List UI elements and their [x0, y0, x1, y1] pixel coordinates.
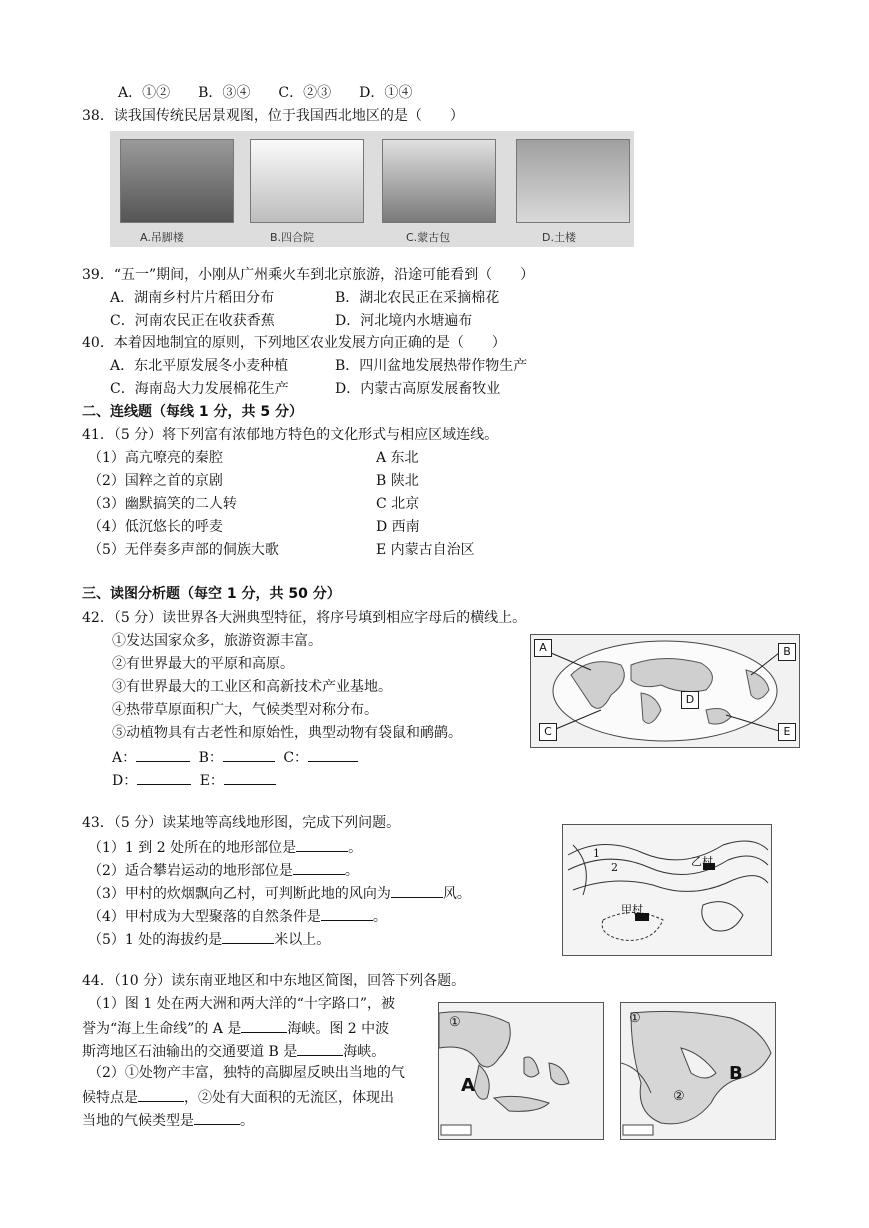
q43-sub-5-end: 米以上。 [274, 932, 331, 948]
q44-blank-b-strait[interactable] [297, 1041, 343, 1056]
q43-blank-5[interactable] [222, 929, 274, 944]
q44-blank-climate-type[interactable] [194, 1110, 240, 1125]
photo-caption-a: A.吊脚楼 [140, 231, 184, 244]
q43-sub-5-text: （5）1 处的海拔约是 [88, 932, 223, 948]
q43-blank-1[interactable] [296, 837, 348, 852]
southeast-asia-marker-a: A [461, 1075, 475, 1096]
contour-label-village-yi: 乙村 [691, 855, 713, 868]
q41-right-a: A 东北 [376, 450, 419, 466]
q41-right-c: C 北京 [376, 496, 420, 512]
q42-item-4: ④热带草原面积广大，气候类型对称分布。 [112, 702, 378, 718]
q42-label-d: D： [112, 773, 138, 789]
middle-east-map-drawing [621, 1003, 775, 1139]
photo-caption-b: B.四合院 [270, 231, 315, 244]
q41-left-5: （5）无伴奏多声部的侗族大歌 [88, 542, 279, 558]
photo-caption-d: D.土楼 [542, 231, 576, 244]
q43-sub-1-text: （1）1 到 2 处所在的地形部位是 [88, 840, 297, 856]
q41-left-3: （3）幽默搞笑的二人转 [88, 496, 237, 512]
q44-blank-climate-feature[interactable] [138, 1087, 184, 1102]
q43-blank-2[interactable] [293, 860, 345, 875]
q37-options: A．①② B．③④ C．②③ D．①④ [118, 85, 413, 101]
q42-item-1: ①发达国家众多，旅游资源丰富。 [112, 633, 322, 649]
q43-sub-2-text: （2）适合攀岩运动的地形部位是 [88, 863, 293, 879]
world-map-label-a: A [534, 639, 552, 657]
q44-p1-line-2b: 海峡。图 2 中波 [287, 1021, 390, 1037]
q41-left-4: （4）低沉悠长的呼麦 [88, 519, 223, 535]
world-map-label-c: C [539, 723, 557, 741]
middle-east-map [620, 1002, 776, 1140]
q40-stem: 40．本着因地制宜的原则，下列地区农业发展方向正确的是（ ） [82, 335, 506, 351]
q43-blank-4[interactable] [321, 906, 373, 921]
q39-option-d: D．河北境内水塘遍布 [335, 313, 473, 329]
q44-p1-line-1: （1）图 1 处在两大洲和两大洋的“十字路口”，被 [88, 996, 396, 1012]
q42-blank-a[interactable] [136, 747, 190, 762]
q44-stem: 44．（10 分）读东南亚地区和中东地区简图，回答下列各题。 [82, 973, 466, 989]
q43-sub-1 [88, 837, 362, 857]
q41-right-e: E 内蒙古自治区 [376, 542, 475, 558]
q42-answer-row-2 [112, 770, 276, 790]
photo-stilt-house [120, 139, 234, 223]
photo-caption-c: C.蒙古包 [406, 231, 451, 244]
q44-p1-line-2 [82, 1018, 389, 1038]
q39-option-b: B．湖北农民正在采摘棉花 [335, 290, 500, 306]
house-photo-strip [110, 131, 634, 247]
q42-label-a: A： [112, 750, 137, 766]
world-map [530, 634, 800, 748]
q39-option-a: A．湖南乡村片片稻田分布 [110, 290, 275, 306]
q44-p1-line-3b: 海峡。 [343, 1044, 386, 1060]
q44-p2-line-2a: 候特点是 [82, 1090, 138, 1106]
q44-p2-line-3a: 当地的气候类型是 [82, 1113, 194, 1129]
contour-label-village-jia: 甲村 [621, 903, 643, 916]
q44-p2-line-3b: 。 [240, 1113, 254, 1129]
contour-map-drawing [563, 825, 771, 955]
q40-option-b: B．四川盆地发展热带作物生产 [335, 358, 528, 374]
photo-tulou [516, 139, 630, 223]
q43-sub-4-text: （4）甲村成为大型聚落的自然条件是 [88, 909, 321, 925]
photo-siheyuan [250, 139, 364, 223]
q43-stem: 43．（5 分）读某地等高线地形图，完成下列问题。 [82, 815, 401, 831]
world-map-label-d: D [681, 691, 699, 709]
section-3-title: 三、读图分析题（每空 1 分，共 50 分） [82, 586, 341, 602]
q42-item-3: ③有世界最大的工业区和高新技术产业基地。 [112, 679, 392, 695]
middle-east-marker-1: ① [629, 1011, 641, 1026]
q43-sub-2-end: 。 [344, 863, 359, 879]
contour-label-point-1: 1 [593, 847, 600, 860]
q42-label-e: E： [199, 773, 224, 789]
q41-right-d: D 西南 [376, 519, 420, 535]
q40-option-a: A．东北平原发展冬小麦种植 [110, 358, 289, 374]
contour-label-point-2: 2 [611, 861, 618, 874]
q43-sub-4 [88, 906, 387, 926]
section-2-title: 二、连线题（每线 1 分，共 5 分） [82, 404, 303, 420]
q42-stem: 42．（5 分）读世界各大洲典型特征，将序号填到相应字母后的横线上。 [82, 610, 527, 626]
q41-stem: 41．（5 分）将下列富有浓郁地方特色的文化形式与相应区域连线。 [82, 427, 499, 443]
q41-right-b: B 陕北 [376, 473, 419, 489]
q43-sub-2 [88, 860, 359, 880]
q42-blank-c[interactable] [308, 747, 358, 762]
southeast-asia-map [438, 1002, 604, 1140]
q44-p1-line-2a: 誉为“海上生命线”的 A 是 [82, 1021, 242, 1037]
contour-map [562, 824, 772, 956]
southeast-asia-map-drawing [439, 1003, 603, 1139]
q44-p1-line-3a: 斯湾地区石油输出的交通要道 B 是 [82, 1044, 298, 1060]
q43-sub-3 [88, 883, 471, 903]
photo-yurt [382, 139, 496, 223]
q43-sub-3-text: （3）甲村的炊烟飘向乙村，可判断此地的风向为 [88, 886, 391, 902]
q42-blank-e[interactable] [224, 770, 276, 785]
q44-blank-a-strait[interactable] [241, 1018, 287, 1033]
q40-option-d: D．内蒙古高原发展畜牧业 [335, 381, 501, 397]
q44-p2-line-2 [82, 1087, 394, 1107]
middle-east-marker-2: ② [673, 1089, 685, 1104]
q43-blank-3[interactable] [391, 883, 443, 898]
q41-left-1: （1）高亢嘹亮的秦腔 [88, 450, 223, 466]
q44-p2-line-3 [82, 1110, 254, 1130]
q39-option-c: C．河南农民正在收获香蕉 [110, 313, 275, 329]
q40-option-c: C．海南岛大力发展棉花生产 [110, 381, 289, 397]
world-map-label-b: B [778, 643, 796, 661]
q43-sub-5 [88, 929, 330, 949]
q43-sub-4-end: 。 [372, 909, 387, 925]
middle-east-marker-b: B [729, 1063, 743, 1084]
q42-blank-d[interactable] [137, 770, 191, 785]
q42-label-c: C： [283, 750, 309, 766]
q38-stem: 38．读我国传统民居景观图，位于我国西北地区的是（ ） [82, 108, 464, 124]
q42-label-b: B： [198, 750, 223, 766]
q44-p1-line-3 [82, 1041, 385, 1061]
q42-item-5: ⑤动植物具有古老性和原始性，典型动物有袋鼠和鸸鹋。 [112, 725, 462, 741]
q44-p2-line-2b: ，②处有大面积的无流区，体现出 [184, 1090, 394, 1106]
q43-sub-3-end: 风。 [442, 886, 471, 902]
world-map-drawing [531, 635, 799, 747]
world-map-label-e: E [778, 723, 796, 741]
q41-left-2: （2）国粹之首的京剧 [88, 473, 223, 489]
q43-sub-1-end: 。 [348, 840, 363, 856]
q42-answer-row-1 [112, 747, 358, 767]
southeast-asia-marker-1: ① [449, 1015, 461, 1030]
q39-stem: 39．“五一”期间，小刚从广州乘火车到北京旅游，沿途可能看到（ ） [82, 267, 535, 283]
q42-item-2: ②有世界最大的平原和高原。 [112, 656, 294, 672]
q42-blank-b[interactable] [223, 747, 275, 762]
q44-p2-line-1: （2）①处物产丰富，独特的高脚屋反映出当地的气 [88, 1065, 405, 1081]
